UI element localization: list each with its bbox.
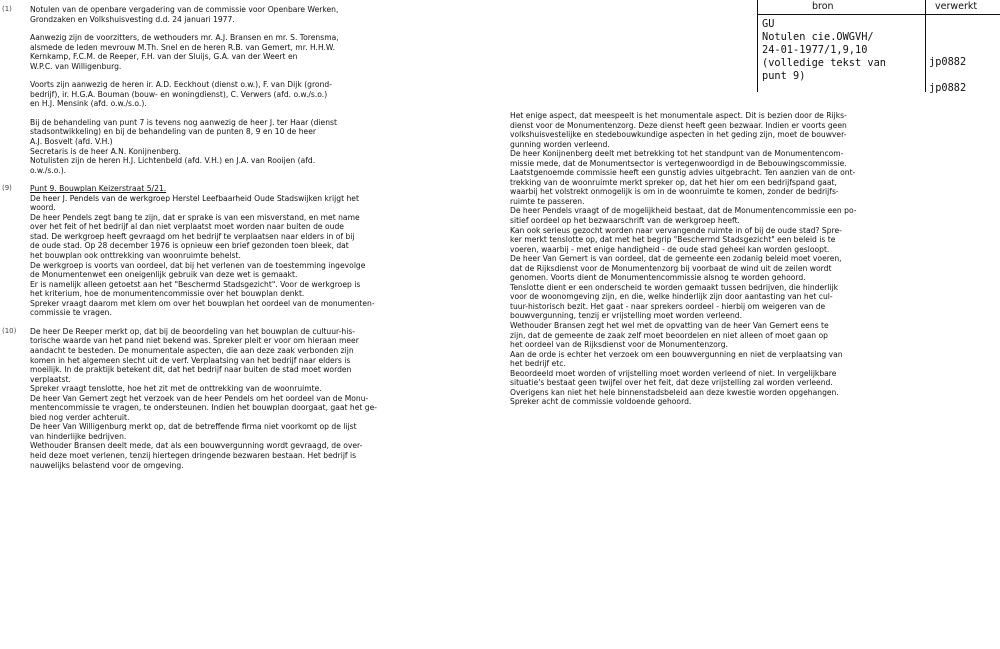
text-line: De heer J. Pendels van de werkgroep Herstel Leefbaarheid Oude Stadswijken krijgt het [30,193,359,203]
stamp-processed-code: jp0882 [929,56,967,68]
stamp-ref-line: (volledige tekst van [762,57,886,69]
archive-stamp [757,0,1000,92]
text-line: Spreker vraagt tenslotte, hoe het zit met de onttrekking van de woonruimte. [30,384,322,394]
text-line: komen in het algemeen slecht uit de verf. Verplaatsing van het bedrijf naar elders is [30,355,351,365]
text-line: Secretaris is de heer A.N. Konijnenberg. [30,146,181,156]
text-line: W.P.C. van Willigenburg. [30,61,122,71]
text-line: De werkgroep is voorts van oordeel, dat bij het verlenen van de toestemming ingevolge [30,260,366,270]
text-line: trekking van de woonruimte merkt spreker op, dat het hier om een bedrijfspand gaat, [510,177,837,187]
text-line: het kriterium, hoe de monumentencommissie over het bouwplan denkt. [30,289,305,299]
text-line: De heer Van Willigenburg merkt op, dat de betreffende firma niet voorkomt op de lijst [30,422,357,432]
text-line: Spreker acht de commissie voldoende gehoord. [510,397,692,407]
text-line: alsmede de leden mevrouw M.Th. Snel en de heren R.B. van Gemert, mr. H.H.W. [30,42,335,52]
text-line: het oordeel van de Rijksdienst voor de Monumentenzorg. [510,340,728,350]
text-line: Beoordeeld moet worden of vrijstelling moet worden verleend of niet. In vergelijkbare [510,368,837,378]
item-9-heading: Punt 9. Bouwplan Keizerstraat 5/21. [30,184,167,194]
text-line: bied nog verder achteruit. [30,412,130,422]
text-line: aandacht te besteden. De monumentale aspecten, die aan deze zaak verbonden zijn [30,345,354,355]
text-line: woord. [30,203,56,213]
text-line: en H.J. Mensink (afd. o.w./s.o.). [30,99,147,109]
stamp-source-reference [762,18,886,83]
text-line: Notulisten zijn de heren H.J. Lichtenbeld (afd. V.H.) en J.A. van Rooijen (afd. [30,156,316,166]
text-line: De heer Pendels zegt bang te zijn, dat er sprake is van een misverstand, en met name [30,212,360,222]
text-line: voor de woonomgeving zijn, en die, welke hinderlijk zijn door aantasting van het cul- [510,292,833,302]
text-line: Er is namelijk alleen getoetst aan het "Beschermd Stadsgezicht". Voor de werkgroep is [30,279,361,289]
text-line: dat de Rijksdienst voor de Monumentenzorg bij voorbaat de wind uit de zeilen wordt [510,263,832,273]
text-line: Spreker vraagt daarom met klem om over het bouwplan het oordeel van de monumenten- [30,298,375,308]
text-line: De heer Van Gemert is van oordeel, dat de gemeente een zodanig beleid moet voeren, [510,254,842,264]
text-line: o.w./s.o.). [30,165,67,175]
text-line: Notulen van de openbare vergadering van de commissie voor Openbare Werken, [30,5,339,14]
text-line: Bij de behandeling van punt 7 is tevens nog aanwezig de heer J. ter Haar (dienst [30,117,337,127]
text-line: sitief oordeel op het bezwaarschrift van de werkgroep heeft. [510,216,740,226]
stamp-bron-header: bron [812,1,834,12]
secretary-paragraph [30,118,485,175]
stamp-ref-line: Notulen cie.OWGVH/ [762,31,874,43]
text-line: De heer Konijnenberg deelt met betrekking tot het standpunt van de Monumentencom- [510,149,844,159]
item-marker: (10) [2,326,17,335]
text-line: stadsontwikkeling) en bij de behandeling van de punten 8, 9 en 10 de heer [30,127,317,137]
text-line: Aan de orde is echter het verzoek om een bouwvergunning en niet de verplaatsing van [510,349,843,359]
left-column [2,5,485,470]
stamp-header-divider [757,14,1000,15]
text-line: missie mede, dat de Monumentsector is vertegenwoordigd in de Bebouwingscommissie. [510,158,847,168]
text-line: De heer Van Gemert zegt het verzoek van de heer Pendels om het oordeel van de Monu- [30,393,369,403]
text-line: stad. De werkgroep heeft gevraagd om het bedrijf te verplaatsen naar elders in of bij [30,231,355,241]
minutes-title [2,5,485,24]
stamp-processed-code: jp0882 [929,82,967,94]
text-line: zijn, dat de gemeente de zaak zelf moet beoordelen en niet alleen of moet gaan op [510,330,828,340]
text-line: dienst voor de Monumentenzorg. Deze dienst heeft geen bezwaar. Indien er voorts geen [510,120,847,130]
item-10-section [2,326,485,470]
stamp-verwerkt-header: verwerkt [935,1,978,12]
text-line: Tenslotte dient er een onderscheid te worden gemaakt tussen bedrijven, die hinderlijk [510,282,838,292]
text-line: het bouwplan ook onttrekking van woonruimte behelst. [30,251,241,261]
text-line: de oude stad. Op 28 december 1976 is opnieuw een brief gezonden toen bleek, dat [30,241,349,251]
text-line: de Monumentenwet een oneigenlijk gebruik van deze wet is gemaakt. [30,270,298,280]
text-line: A.J. Bosvelt (afd. V.H.) [30,137,113,147]
text-line: ker merkt tenslotte op, dat met het begrip "Beschermd Stadsgezicht" een beleid is te [510,235,836,245]
text-line: Wethouder Bransen zegt het wel met de opvatting van de heer Van Gemert eens te [510,321,829,331]
text-line: De heer Pendels vraagt of de mogelijkheid bestaat, dat de Monumentencommissie een po- [510,206,857,216]
officials-paragraph [30,80,485,109]
attendees-paragraph [30,33,485,71]
stamp-ref-line: punt 9) [762,70,806,82]
text-line: Aanwezig zijn de voorzitters, de wethouders mr. A.J. Bransen en mr. S. Torensma, [30,33,339,43]
text-line: genomen. Voorts dient de Monumentencommissie alsnog te worden gehoord. [510,273,806,283]
text-line: waarbij het volstrekt onmogelijk is om in de woonruimte te komen, zonder de bedrijfs- [510,187,839,197]
text-line: mentencommissie te vragen, te ondersteunen. Indien het bouwplan doorgaat, gaat het ge- [30,403,378,413]
text-line: commissie te vragen. [30,308,112,318]
text-line: voeren, waarbij - met enige handigheid - de oude stad geheel kan worden gesloopt. [510,244,830,254]
text-line: tuur-historisch bezit. Het gaat - naar sprekers oordeel - hierbij om weigeren van de [510,301,826,311]
text-line: Voorts zijn aanwezig de heren ir. A.D. Eeckhout (dienst o.w.), F. van Dijk (grond- [30,80,332,90]
text-line: situatie's bestaat geen twijfel over het feit, dat deze vrijstelling zal worden verleend. [510,378,833,388]
text-line: torische waarde van het pand niet bekend was. Spreker pleit er voor om hieraan meer [30,336,359,346]
item-marker: (1) [2,5,12,13]
text-line: heid deze moet verlenen, tenzij hiertegen dringende bezwaren bestaan. Het bedrijf is [30,450,357,460]
right-column [510,111,990,407]
stamp-ref-line: GU [762,18,775,30]
text-line: bedrijf), ir. H.G.A. Bouman (bouw- en woningdienst), C. Verwers (afd. o.w./s.o.) [30,89,328,99]
item-marker: (9) [2,184,12,193]
text-line: Grondzaken en Volkshuisvesting d.d. 24 januari 1977. [30,14,235,24]
text-line: moeilijk. In de praktijk betekent dit, dat het bedrijf naar buiten de stad moet worden [30,365,352,375]
text-line: Wethouder Bransen deelt mede, dat als een bouwvergunning wordt gevraagd, de over- [30,441,363,451]
text-line: Overigens kan niet het hele binnenstadsbeleid aan deze kwestie worden opgehangen. [510,387,839,397]
text-line: bouwvergunning, tenzij er vrijstelling moet worden verleend. [510,311,743,321]
text-line: nauwelijks belastend voor de omgeving. [30,460,184,470]
text-line: gunning worden verleend. [510,139,610,149]
text-line: ruimte te passeren. [510,196,585,206]
text-line: Laatstgenoemde commissie heeft een gunstig advies uitgebracht. Ten aanzien van de ont- [510,168,856,178]
text-line: Kernkamp, F.C.M. de Reeper, F.H. van der Sluijs, G.A. van der Weert en [30,52,298,62]
item-9-section [2,184,485,318]
text-line: Kan ook serieus gezocht worden naar vervangende ruimte in of bij de oude stad? Spre- [510,225,842,235]
text-line: over het feit of het bedrijf al dan niet verplaatst moet worden naar buiten de oude [30,222,344,232]
stamp-ref-line: 24-01-1977/1,9,10 [762,44,868,56]
text-line: volkshuisvestelijke en stedebouwkundige aspecten in het geding zijn, moet de bouwver- [510,130,847,140]
text-line: Het enige aspect, dat meespeelt is het monumentale aspect. Dit is bezien door de Rijks- [510,111,847,120]
text-line: van hinderlijke bedrijven. [30,431,127,441]
text-line: De heer De Reeper merkt op, dat bij de beoordeling van het bouwplan de cultuur-his- [30,326,356,336]
text-line: verplaatst. [30,374,71,384]
text-line: het bedrijf etc. [510,359,566,369]
